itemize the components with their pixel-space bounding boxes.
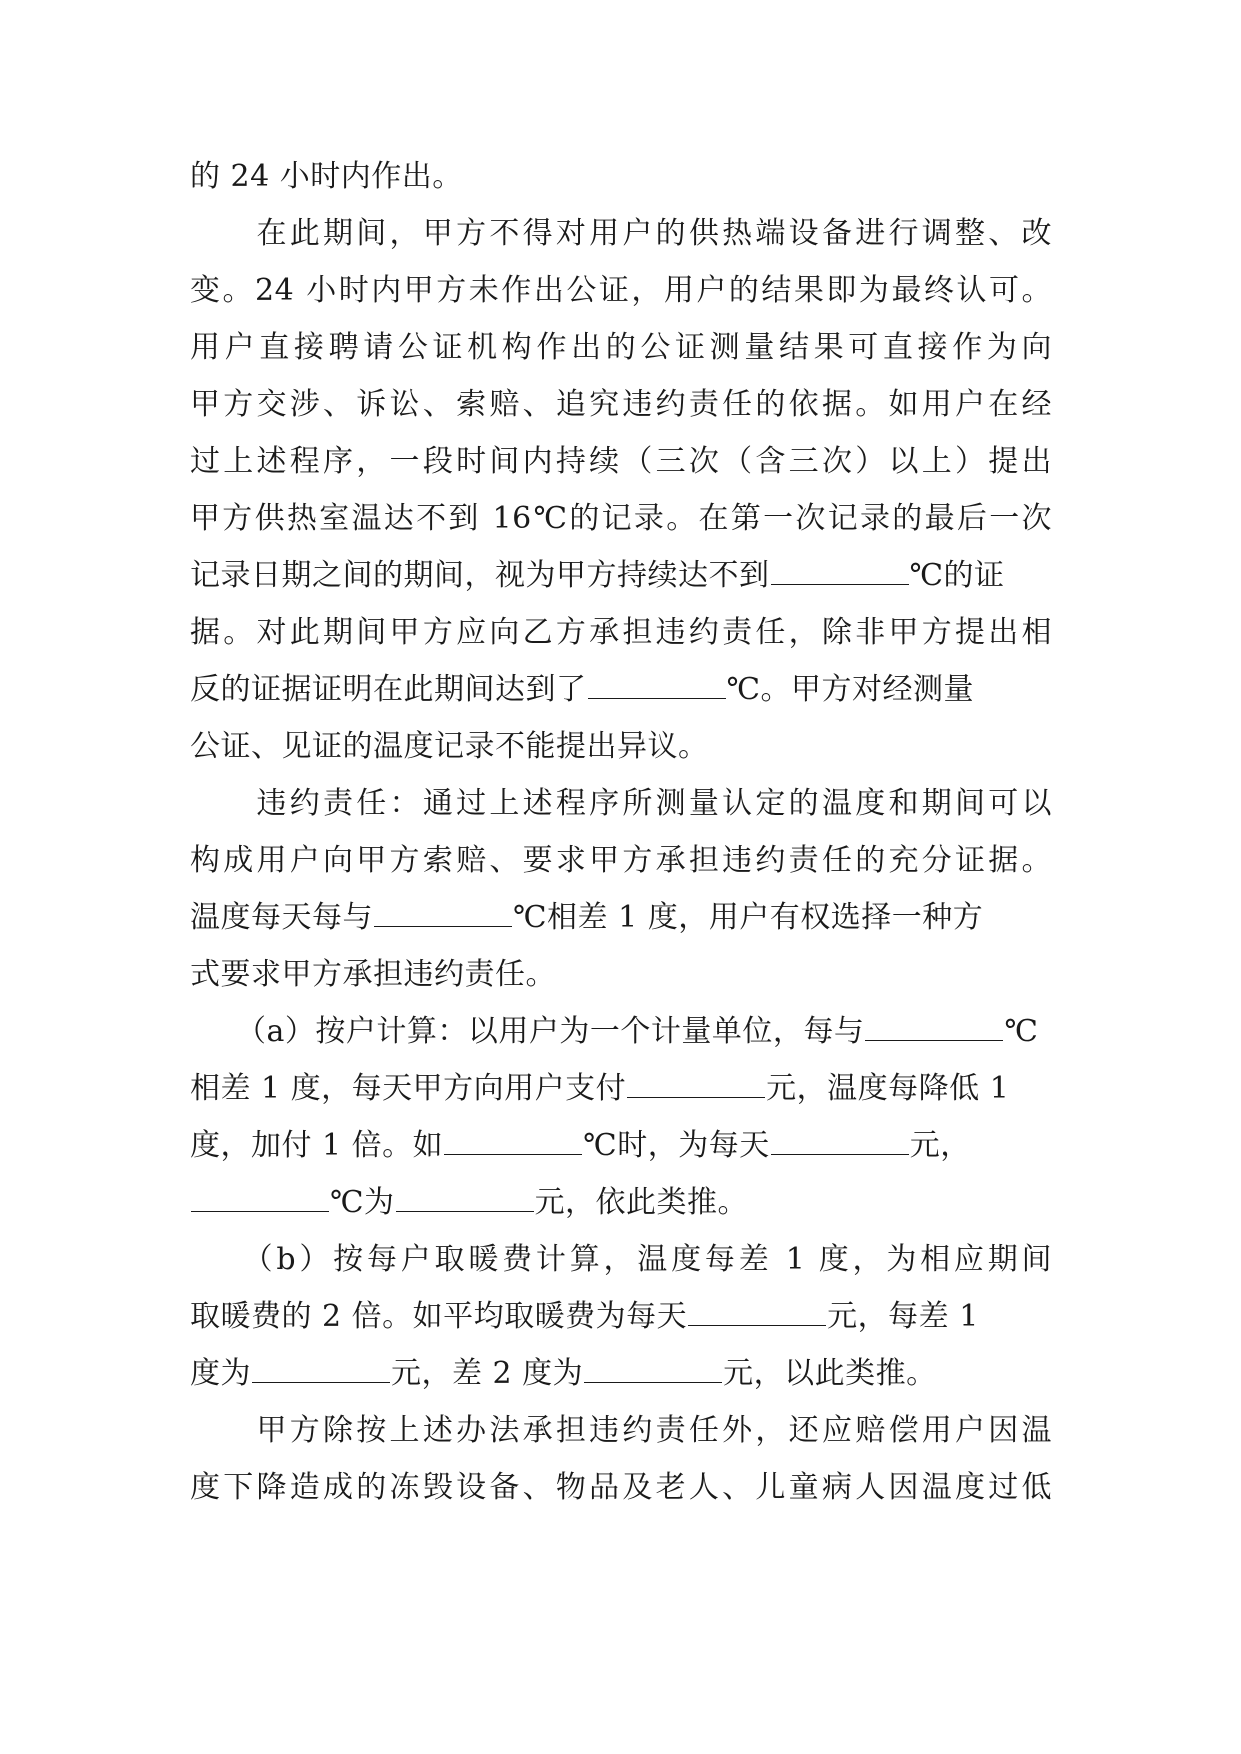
text-run: 元， [909, 1128, 971, 1163]
text-run: 用户直接聘请公证机构作出的公证测量结果可直接作为向 [190, 330, 1052, 365]
text-run: 据。对此期间甲方应向乙方承担违约责任，除非甲方提出相 [190, 615, 1052, 650]
text-line-4 [190, 328, 1052, 368]
text-line-5 [190, 385, 1052, 425]
text-line-14 [190, 898, 983, 938]
text-run: 公证、见证的温度记录不能提出异议。 [190, 729, 709, 764]
text-run: 度下降造成的冻毁设备、物品及老人、儿童病人因温度过低 [190, 1470, 1052, 1505]
fill-in-blank[interactable] [444, 1128, 582, 1155]
text-run: 过上述程序，一段时间内持续（三次（含三次）以上）提出 [190, 444, 1052, 479]
fill-in-blank[interactable] [627, 1071, 765, 1098]
text-line-10 [190, 670, 974, 710]
fill-in-blank[interactable] [584, 1356, 722, 1383]
text-line-1 [190, 157, 463, 197]
fill-in-blank[interactable] [588, 672, 726, 699]
text-line-13 [190, 841, 1052, 881]
text-run: （b）按每户取暖费计算，温度每差 1 度，为相应期间 [190, 1242, 1052, 1277]
text-run: 在此期间，甲方不得对用户的供热端设备进行调整、改 [190, 216, 1052, 251]
text-run: ℃相差 1 度，用户有权选择一种方 [513, 900, 984, 935]
text-run: 元，差 2 度为 [391, 1356, 584, 1391]
text-line-11 [190, 727, 709, 767]
text-run: 元，温度每降低 1 [766, 1071, 1010, 1106]
text-line-12 [190, 784, 1052, 824]
text-run: ℃时，为每天 [583, 1128, 770, 1163]
text-line-24 [190, 1468, 1052, 1508]
text-line-9 [190, 613, 1052, 653]
text-line-17 [190, 1069, 1009, 1109]
text-line-20 [190, 1240, 1052, 1280]
fill-in-blank[interactable] [865, 1014, 1003, 1041]
fill-in-blank[interactable] [252, 1356, 390, 1383]
fill-in-blank[interactable] [191, 1185, 329, 1212]
text-run: ℃为 [330, 1185, 395, 1220]
text-run: 取暖费的 2 倍。如平均取暖费为每天 [190, 1299, 688, 1334]
text-run: 构成用户向甲方索赔、要求甲方承担违约责任的充分证据。 [190, 843, 1052, 878]
text-line-21 [190, 1297, 979, 1337]
text-run: 记录日期之间的期间，视为甲方持续达不到 [190, 558, 770, 593]
text-line-15 [190, 955, 556, 995]
text-run: 度为 [190, 1356, 251, 1391]
fill-in-blank[interactable] [771, 1128, 909, 1155]
text-run: 甲方交涉、诉讼、索赔、追究违约责任的依据。如用户在经 [190, 387, 1052, 422]
text-line-19 [190, 1183, 748, 1223]
text-run: 温度每天每与 [190, 900, 373, 935]
text-run: 式要求甲方承担违约责任。 [190, 957, 556, 992]
text-run: 甲方除按上述办法承担违约责任外，还应赔偿用户因温 [190, 1413, 1052, 1448]
text-run: ℃ [1004, 1014, 1039, 1049]
text-run: 违约责任：通过上述程序所测量认定的温度和期间可以 [190, 786, 1052, 821]
text-run: 甲方供热室温达不到 16℃的记录。在第一次记录的最后一次 [190, 501, 1052, 536]
fill-in-blank[interactable] [374, 900, 512, 927]
text-run: ℃。甲方对经测量 [726, 672, 975, 707]
text-run: 相差 1 度，每天甲方向用户支付 [190, 1071, 627, 1106]
text-line-8 [190, 556, 1005, 596]
text-line-6 [190, 442, 1052, 482]
text-line-18 [190, 1126, 971, 1166]
text-line-23 [190, 1411, 1052, 1451]
text-run: ℃的证 [909, 558, 1005, 593]
text-run: 元，依此类推。 [534, 1185, 749, 1220]
fill-in-blank[interactable] [688, 1299, 826, 1326]
text-line-2 [190, 214, 1052, 254]
fill-in-blank[interactable] [771, 558, 909, 585]
fill-in-blank[interactable] [396, 1185, 534, 1212]
text-run: 反的证据证明在此期间达到了 [190, 672, 587, 707]
text-run: 变。24 小时内甲方未作出公证，用户的结果即为最终认可。 [190, 273, 1052, 308]
text-run: 度，加付 1 倍。如 [190, 1128, 444, 1163]
text-run: 的 24 小时内作出。 [190, 159, 463, 194]
text-line-22 [190, 1354, 937, 1394]
text-run: 元，每差 1 [827, 1299, 979, 1334]
text-line-16 [190, 1012, 1038, 1052]
text-line-7 [190, 499, 1052, 539]
text-run: 元，以此类推。 [723, 1356, 937, 1391]
text-line-3 [190, 271, 1052, 311]
text-run: （a）按户计算：以用户为一个计量单位，每与 [190, 1014, 865, 1049]
